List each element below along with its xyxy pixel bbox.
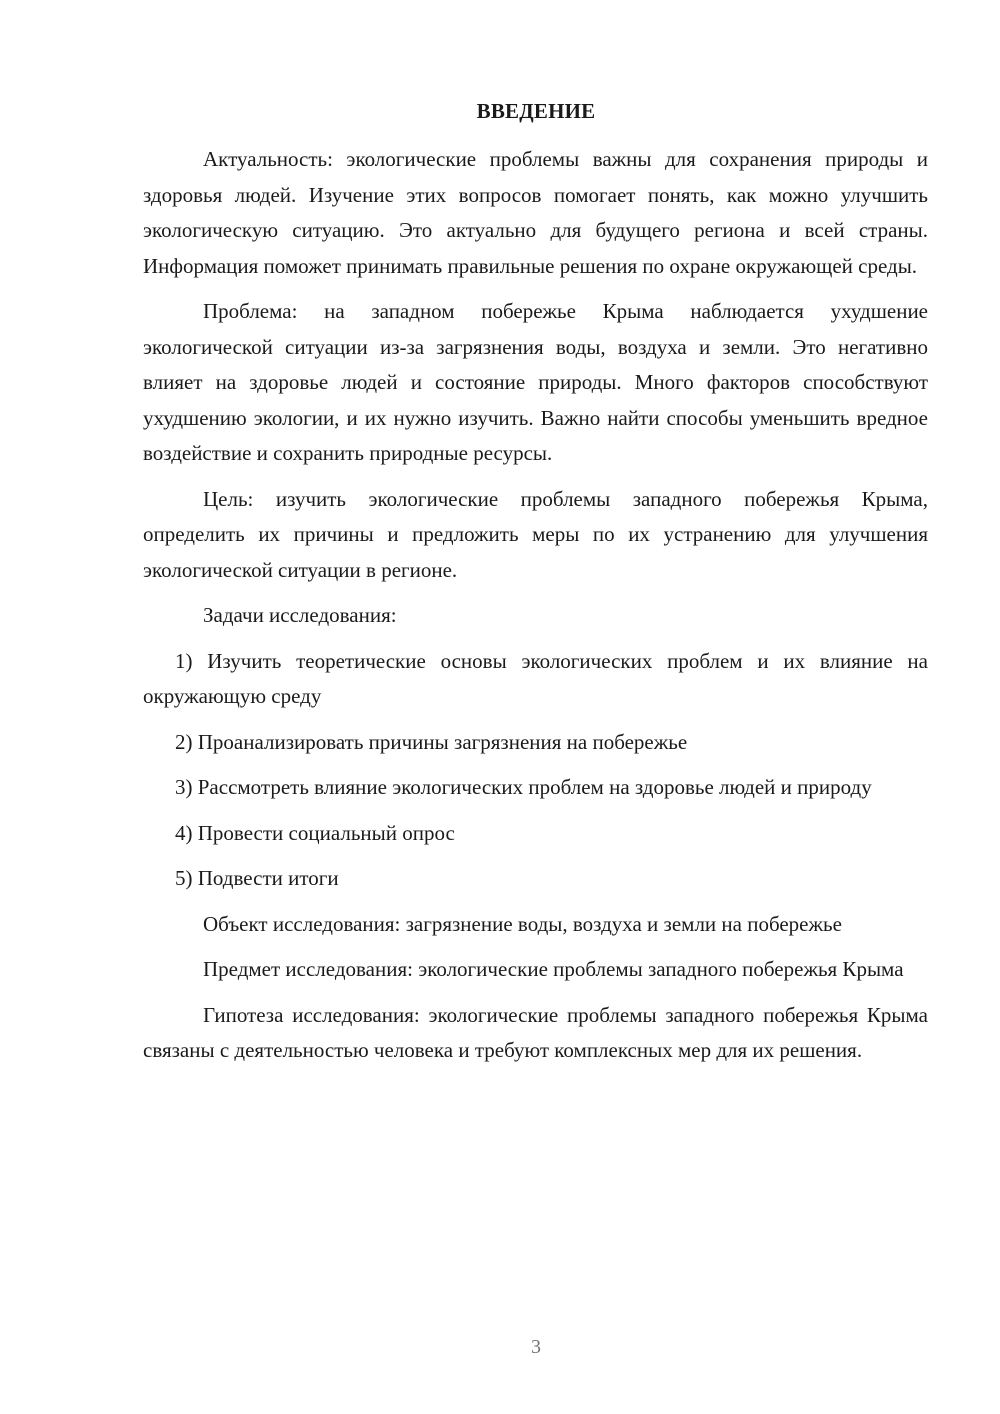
hypothesis-paragraph: Гипотеза исследования: экологические проблемы западного побережья Крыма связаны с деятельностью человека и требуют комплексных мер для их решения. bbox=[143, 1002, 928, 1062]
relevance-paragraph: Актуальность: экологические проблемы важны для сохранения природы и здоровья людей. Изучение этих вопросов помогает понять, как можно улучшить экологическую ситуацию. Это актуально для будущего региона и всей страны. Информация поможет принимать правильные решения по охране окружающей среды. bbox=[143, 147, 928, 278]
task-item: 5) Подвести итоги bbox=[175, 866, 339, 890]
task-item: 3) Рассмотреть влияние экологических проблем на здоровье людей и природу bbox=[175, 775, 872, 799]
task-item: 4) Провести социальный опрос bbox=[175, 820, 455, 845]
task-item: 2) Проанализировать причины загрязнения на побережье bbox=[175, 729, 688, 754]
tasks-heading: Задачи исследования: bbox=[203, 603, 397, 627]
page-number: 3 bbox=[531, 1336, 541, 1358]
task-item: 1) Изучить теоретические основы экологических проблем и их влияние на окружающую среду bbox=[143, 648, 928, 708]
goal-paragraph: Цель: изучить экологические проблемы западного побережья Крыма, определить их причины и предложить меры по их устранению для улучшения экологической ситуации в регионе. bbox=[143, 486, 928, 582]
object-paragraph: Объект исследования: загрязнение воды, воздуха и земли на побережье bbox=[203, 911, 842, 936]
document-body bbox=[143, 142, 928, 1079]
problem-paragraph: Проблема: на западном побережье Крыма наблюдается ухудшение экологической ситуации из-за загрязнения воды, воздуха и земли. Это негативно влияет на здоровье людей и состояние природы. Много факторов способствуют ухудшению экологии, и их нужно изучить. Важно найти способы уменьшить вредное воздействие и сохранить природные ресурсы. bbox=[143, 299, 928, 465]
page-title: ВВЕДЕНИЕ bbox=[476, 99, 596, 123]
subject-paragraph: Предмет исследования: экологические проблемы западного побережья Крыма bbox=[203, 957, 904, 981]
